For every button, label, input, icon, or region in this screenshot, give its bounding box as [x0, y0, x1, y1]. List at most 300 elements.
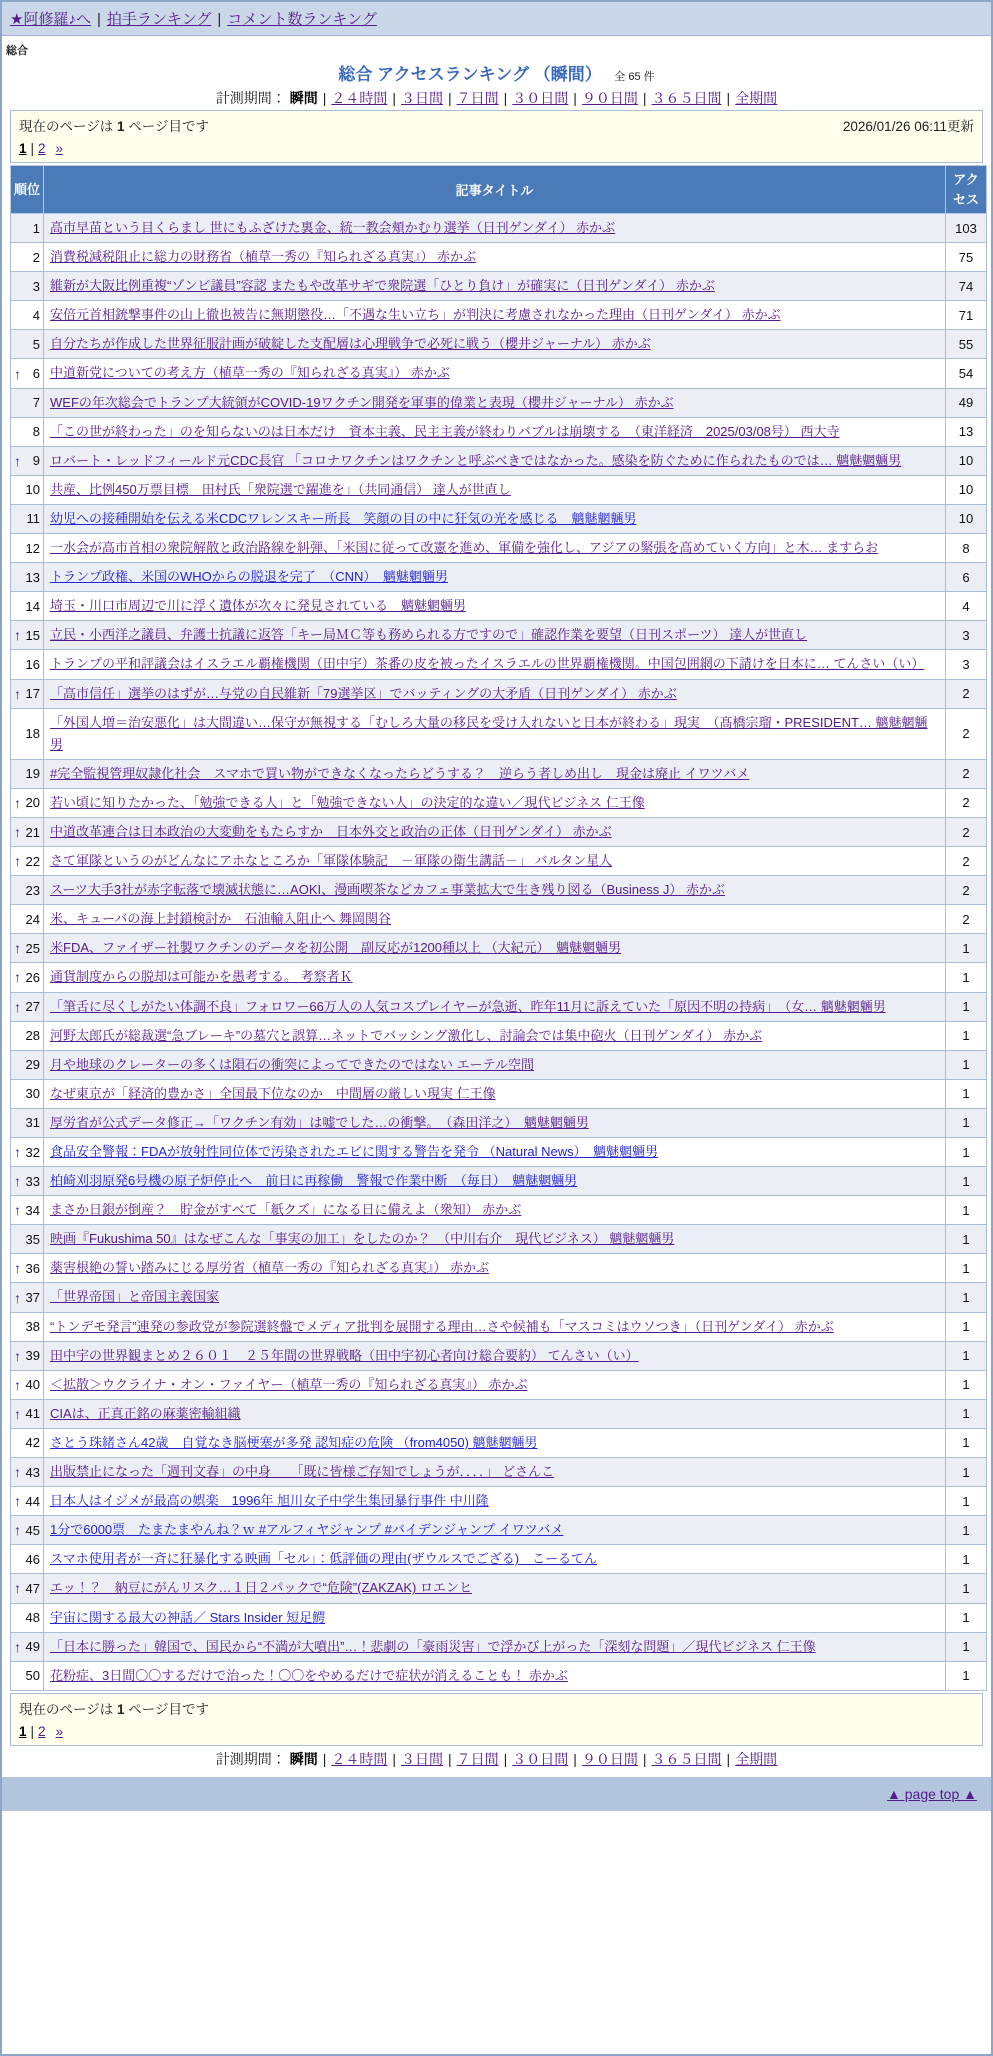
table-row	[11, 504, 987, 533]
table-row	[11, 1167, 987, 1196]
rank-cell	[11, 301, 44, 330]
rank-number: 11	[26, 511, 40, 527]
pager-current-page: 1	[19, 1723, 27, 1739]
period-separator: |	[642, 90, 647, 106]
topbar-separator: |	[217, 11, 222, 28]
rank-number: 22	[25, 853, 40, 869]
pagination-box-bottom	[10, 1693, 983, 1746]
period-link-6[interactable]: ３６５日間	[651, 90, 722, 106]
pager-separator: |	[30, 141, 35, 156]
access-count: 1	[946, 992, 987, 1021]
period-link-6[interactable]: ３６５日間	[651, 1750, 722, 1767]
rank-cell	[11, 475, 44, 504]
ranking-table	[10, 165, 987, 1691]
rank-cell	[11, 1138, 44, 1167]
period-link-7[interactable]: 全期間	[735, 1750, 778, 1767]
access-count: 49	[946, 388, 987, 417]
rank-number: 49	[25, 1639, 40, 1655]
rank-cell	[11, 1399, 44, 1428]
table-row	[11, 1225, 987, 1254]
article-link[interactable]: 若い頃に知りたかった、「勉強できる人」と「勉強できない人」の決定的な違い／現代ビジネス 仁王像	[50, 794, 645, 810]
rank-cell	[11, 934, 44, 963]
access-count: 1	[946, 1603, 987, 1632]
title-cell	[44, 272, 946, 301]
title-cell	[44, 1312, 946, 1341]
topbar-separator: |	[96, 11, 101, 28]
article-link[interactable]: 中道新党についての考え方（植草一秀の『知られざる真実』） 赤かぶ	[50, 365, 450, 381]
table-row	[11, 359, 987, 388]
topbar-link-clap-ranking[interactable]: 拍手ランキング	[106, 11, 212, 28]
access-count: 1	[946, 1079, 987, 1108]
article-link[interactable]: スーツ大手3社が赤字転落で壊滅状態に…AOKI、漫画喫茶などカフェ事業拡大で生き残り図る（Business J） 赤かぶ	[50, 882, 725, 898]
period-current: 瞬間	[289, 1750, 318, 1767]
ranking-table-body	[11, 214, 987, 1691]
period-link-3[interactable]: ７日間	[456, 90, 499, 106]
rank-number: 42	[25, 1435, 40, 1451]
title-cell	[44, 1283, 946, 1312]
rank-cell	[11, 708, 44, 759]
rank-up-icon: ↑	[14, 1638, 21, 1655]
article-link[interactable]: さて軍隊というのがどんなにアホなところか「軍隊体験記 －軍隊の衛生講話－」 バルタン星人	[50, 853, 613, 869]
rank-cell	[11, 417, 44, 446]
title-cell	[44, 905, 946, 934]
rank-number: 17	[25, 686, 40, 702]
period-separator: |	[503, 90, 508, 106]
title-cell	[44, 301, 946, 330]
table-row	[11, 1487, 987, 1516]
pager-separator: |	[30, 1723, 35, 1739]
access-count: 2	[946, 876, 987, 905]
period-separator: |	[322, 90, 327, 106]
access-count: 6	[946, 563, 987, 592]
bottom-bar	[2, 1777, 991, 1811]
table-row	[11, 1661, 987, 1690]
article-link[interactable]: 幼児への接種開始を伝える米CDCワレンスキー所長 笑顔の目の中に狂気の光を感じる 魑魅魍魎男	[50, 510, 637, 526]
article-link[interactable]: WEFの年次総会でトランプ大統領がCOVID-19ワクチン開発を軍事的偉業と表現（櫻井ジャーナル） 赤かぶ	[50, 394, 674, 410]
period-separator: |	[642, 1750, 647, 1767]
title-cell	[44, 243, 946, 272]
rank-cell	[11, 1545, 44, 1574]
article-link[interactable]: 埼玉・川口市周辺で川に浮く遺体が次々に発見されている 魑魅魍魎男	[50, 598, 467, 614]
rank-cell	[11, 1632, 44, 1661]
period-separator: |	[392, 1750, 396, 1767]
article-link[interactable]: 宇宙に関する最大の神話／ Stars Insider 短足鰐	[50, 1609, 326, 1625]
rank-up-icon: ↑	[14, 1522, 21, 1539]
period-separator: |	[726, 90, 731, 106]
table-header-row	[11, 166, 987, 214]
table-row	[11, 214, 987, 243]
rank-cell	[11, 592, 44, 621]
article-link[interactable]: 出版禁止になった「週刊文春」の中身 「既に皆様ご存知でしょうが．．．．」 どさんこ	[50, 1464, 555, 1480]
period-separator: |	[726, 1750, 731, 1767]
rank-cell	[11, 992, 44, 1021]
rank-cell	[11, 1428, 44, 1457]
article-link[interactable]: 維新が大阪比例重複“ゾンビ議員”容認 またもや改革サギで衆院選「ひとり負け」が確実に（日刊ゲンダイ） 赤かぶ	[50, 278, 715, 294]
period-link-2[interactable]: ３日間	[400, 90, 443, 106]
table-row	[11, 1138, 987, 1167]
rank-up-icon: ↑	[14, 824, 21, 841]
title-cell	[44, 1050, 946, 1079]
period-nav-bottom	[2, 1749, 991, 1769]
rank-number: 33	[25, 1173, 40, 1189]
table-row	[11, 1632, 987, 1661]
rank-cell	[11, 1312, 44, 1341]
access-count: 2	[946, 817, 987, 846]
article-link[interactable]: エッ！？ 納豆にがんリスク…１日２パックで“危険”(ZAKZAK) ロエンヒ	[50, 1580, 472, 1596]
title-cell	[44, 1225, 946, 1254]
table-row	[11, 679, 987, 708]
table-row	[11, 1079, 987, 1108]
period-separator: |	[322, 1750, 327, 1767]
article-link[interactable]: 「高市信任」選挙のはずが…与党の自民維新「79選挙区」でバッティングの大矛盾（日刊ゲンダイ） 赤かぶ	[50, 685, 677, 701]
rank-number: 6	[32, 366, 40, 382]
article-link[interactable]: 立民・小西洋之議員、弁護士抗議に返答「キー局ＭＣ等も務められる方ですので」確認作業を要望（日刊スポーツ） 達人が世直し	[50, 627, 808, 643]
title-cell	[44, 359, 946, 388]
table-row	[11, 1341, 987, 1370]
article-link[interactable]: 「世界帝国」と帝国主義国家	[50, 1289, 220, 1305]
table-row	[11, 1574, 987, 1603]
access-count: 2	[946, 708, 987, 759]
period-current: 瞬間	[289, 90, 318, 106]
rank-up-icon: ↑	[14, 1347, 21, 1364]
article-link[interactable]: 月や地球のクレーターの多くは隕石の衝突によってできたのではない エーテル空間	[50, 1056, 534, 1072]
table-row	[11, 1399, 987, 1428]
table-row	[11, 1283, 987, 1312]
pager-bottom	[19, 1724, 974, 1739]
table-row	[11, 650, 987, 679]
rank-number: 38	[25, 1319, 40, 1335]
article-link[interactable]: 厚労省が公式データ修正→「ワクチン有効」は嘘でした…の衝撃。 （森田洋之） 魑魅魍魎男	[50, 1114, 589, 1130]
table-row	[11, 992, 987, 1021]
title-cell	[44, 1021, 946, 1050]
rank-number: 46	[25, 1551, 40, 1567]
rank-cell	[11, 534, 44, 563]
table-row	[11, 417, 987, 446]
article-link[interactable]: 消費税減税阻止に総力の財務省（植草一秀の『知られざる真実』） 赤かぶ	[50, 249, 477, 265]
rank-cell	[11, 388, 44, 417]
article-link[interactable]: なぜ東京が「経済的豊かさ」全国最下位なのか 中間層の厳しい現実 仁王像	[50, 1085, 496, 1101]
title-cell	[44, 1370, 946, 1399]
rank-cell	[11, 1050, 44, 1079]
access-count: 1	[946, 1254, 987, 1283]
article-link[interactable]: 高市早苗という目くらまし 世にもふざけた裏金、統一教会頬かむり選挙（日刊ゲンダイ） 赤かぶ	[50, 220, 616, 235]
article-link[interactable]: さとう珠緒さん42歳 自覚なき脳梗塞が多発 認知症の危険 （from4050) 魑魅魍魎男	[50, 1434, 538, 1450]
access-count: 1	[946, 1050, 987, 1079]
rank-up-icon: ↑	[14, 1493, 21, 1510]
rank-number: 15	[25, 627, 40, 643]
topbar-link-comment-ranking[interactable]: コメント数ランキング	[227, 11, 377, 28]
rank-number: 31	[25, 1115, 40, 1131]
article-link[interactable]: 共産、比例450万票目標 田村氏「衆院選で躍進を」（共同通信） 達人が世直し	[50, 481, 511, 497]
rank-number: 10	[25, 482, 40, 498]
title-cell	[44, 1167, 946, 1196]
access-count: 1	[946, 1283, 987, 1312]
page-status: 現在のページは 1 ページ目です	[19, 1701, 209, 1717]
rank-cell	[11, 679, 44, 708]
page-top-link[interactable]: ▲ page top ▲	[887, 1785, 977, 1802]
access-count: 1	[946, 1458, 987, 1487]
rank-up-icon: ↑	[14, 969, 21, 986]
rank-cell	[11, 1370, 44, 1399]
rank-up-icon: ↑	[14, 853, 21, 870]
title-cell	[44, 1487, 946, 1516]
access-count: 1	[946, 1021, 987, 1050]
article-link[interactable]: 中道改革連合は日本政治の大変動をもたらすか 日本外交と政治の正体（日刊ゲンダイ） 赤かぶ	[50, 823, 612, 839]
updated-timestamp: 2026/01/26 06:11更新	[842, 119, 974, 134]
article-link[interactable]: 自分たちが作成した世界征服計画が破綻した支配層は心理戦争で必死に戦う（櫻井ジャーナル） 赤かぶ	[50, 336, 651, 352]
article-link[interactable]: 米FDA、ファイザー社製ワクチンのデータを初公開 副反応が1200種以上 （大紀元） 魑魅魍魎男	[50, 940, 622, 956]
period-link-1[interactable]: ２４時間	[331, 90, 388, 106]
title-cell	[44, 1632, 946, 1661]
period-link-2[interactable]: ３日間	[400, 1750, 443, 1767]
rank-up-icon: ↑	[14, 627, 21, 644]
period-link-3[interactable]: ７日間	[456, 1750, 499, 1767]
article-link[interactable]: CIAは、正真正銘の麻薬密輸組織	[50, 1405, 241, 1421]
table-row	[11, 708, 987, 759]
rank-number: 19	[25, 766, 40, 782]
rank-cell	[11, 1487, 44, 1516]
period-link-7[interactable]: 全期間	[735, 90, 778, 106]
period-link-1[interactable]: ２４時間	[331, 1750, 388, 1767]
article-link[interactable]: #完全監視管理奴隷化社会 スマホで買い物ができなくなったらどうする？ 逆らう者しめ出し 現金は廃止 イワツバメ	[50, 765, 750, 781]
period-link-4[interactable]: ３０日間	[512, 90, 569, 106]
title-cell	[44, 934, 946, 963]
rank-number: 26	[25, 969, 40, 985]
table-row	[11, 243, 987, 272]
table-row	[11, 905, 987, 934]
article-link[interactable]: 1分で6000票 たまたまやんね？ｗ #アルフィヤジャンプ #バイデンジャンプ イワツバメ	[50, 1522, 564, 1538]
rank-cell	[11, 963, 44, 992]
title-cell	[44, 759, 946, 788]
title-cell	[44, 847, 946, 876]
rank-number: 36	[25, 1260, 40, 1276]
article-link[interactable]: 安倍元首相銃撃事件の山上徹也被告に無期懲役…「不遇な生い立ち」が判決に考慮されなかった理由（日刊ゲンダイ） 赤かぶ	[50, 307, 781, 323]
period-link-5[interactable]: ９０日間	[581, 90, 638, 106]
article-link[interactable]: 薬害根絶の誓い踏みにじる厚労省（植草一秀の『知られざる真実』） 赤かぶ	[50, 1260, 490, 1276]
article-link[interactable]: 米、キューバの海上封鎖検討か 石油輸入阻止へ 舞岡関谷	[50, 911, 391, 927]
rank-cell	[11, 563, 44, 592]
rank-number: 34	[25, 1202, 40, 1218]
access-count: 2	[946, 788, 987, 817]
title-cell	[44, 679, 946, 708]
access-count: 55	[946, 330, 987, 359]
topbar-link-asyura-home[interactable]: ★阿修羅♪へ	[10, 11, 91, 28]
access-count: 71	[946, 301, 987, 330]
rank-number: 23	[25, 882, 40, 898]
column-header-rank: 順位	[11, 166, 44, 214]
table-row	[11, 876, 987, 905]
rank-cell	[11, 1254, 44, 1283]
article-link[interactable]: 柏崎刈羽原発6号機の原子炉停止へ 前日に再稼働 警報で作業中断 （毎日） 魑魅魍魎男	[50, 1173, 578, 1189]
access-count: 4	[946, 592, 987, 621]
access-count: 10	[946, 475, 987, 504]
rank-number: 50	[25, 1668, 40, 1684]
article-link[interactable]: スマホ使用者が一斉に狂暴化する映画「セル」：低評価の理由(ザウルスでござる) こーるてん	[50, 1551, 597, 1567]
table-row	[11, 847, 987, 876]
rank-cell	[11, 817, 44, 846]
title-cell	[44, 1458, 946, 1487]
pager-page-link[interactable]: 2	[38, 1723, 46, 1739]
rank-number: 18	[25, 726, 40, 742]
rank-cell	[11, 243, 44, 272]
rank-number: 24	[25, 911, 40, 927]
rank-number: 37	[25, 1290, 40, 1306]
article-link[interactable]: まさか日銀が倒産？ 貯金がすべて「紙クズ」になる日に備えよ（衆知） 赤かぶ	[50, 1202, 522, 1218]
table-row	[11, 388, 987, 417]
table-row	[11, 446, 987, 475]
article-link[interactable]: 一水会が高市首相の衆院解散と政治路線を糾弾、「米国に従って改憲を進め、軍備を強化し、アジアの緊張を高めていく方向」と木… ますらお	[50, 540, 879, 556]
rank-cell	[11, 1458, 44, 1487]
rank-number: 21	[25, 824, 40, 840]
article-link[interactable]: “トンデモ発言”連発の参政党が参院選終盤でメディア批判を展開する理由…さや候補も「マスコミはウソつき」（日刊ゲンダイ） 赤かぶ	[50, 1318, 834, 1334]
page-status: 現在のページは 1 ページ目です	[19, 119, 209, 134]
title-cell	[44, 1254, 946, 1283]
table-row	[11, 759, 987, 788]
rank-cell	[11, 1661, 44, 1690]
table-row	[11, 563, 987, 592]
rank-number: 27	[25, 999, 40, 1015]
rank-number: 5	[32, 336, 40, 352]
pager-page-link[interactable]: 2	[38, 141, 46, 156]
title-cell	[44, 650, 946, 679]
article-link[interactable]: 「日本に勝った」韓国で、国民から“不満が大噴出”…！悲劇の「豪雨災害」で浮かび上がった「深刻な問題」／現代ビジネス 仁王像	[50, 1638, 816, 1654]
rank-cell	[11, 759, 44, 788]
rank-cell	[11, 1225, 44, 1254]
table-row	[11, 1370, 987, 1399]
rank-number: 4	[32, 307, 40, 323]
article-link[interactable]: トランプの平和評議会はイスラエル覇権機関（田中宇）茶番の皮を被ったイスラエルの世界覇権機関。中国包囲網の下請けを日本に… てんさい（い）	[50, 656, 925, 672]
article-link[interactable]: 河野太郎氏が総裁選“急ブレーキ”の墓穴と誤算…ネットでバッシング激化し、討論会では集中砲火（日刊ゲンダイ） 赤かぶ	[50, 1027, 763, 1043]
rank-number: 7	[32, 395, 40, 411]
rank-number: 45	[25, 1522, 40, 1538]
rank-up-icon: ↑	[14, 452, 21, 469]
page-title: 総合 アクセスランキング （瞬間）	[338, 65, 602, 84]
rank-up-icon: ↑	[14, 1376, 21, 1393]
rank-cell	[11, 1603, 44, 1632]
article-link[interactable]: ロバート・レッドフィールド元CDC長官 「コロナワクチンはワクチンと呼ぶべきではなかった。感染を防ぐために作られたものでは… 魑魅魍魎男	[50, 452, 902, 468]
rank-up-icon: ↑	[14, 1144, 21, 1161]
access-count: 1	[946, 1399, 987, 1428]
rank-number: 32	[25, 1144, 40, 1160]
rank-cell	[11, 1574, 44, 1603]
pagination-box-top	[10, 110, 983, 163]
title-cell	[44, 621, 946, 650]
column-header-access: アクセス	[946, 166, 987, 214]
table-row	[11, 1108, 987, 1137]
rank-cell	[11, 847, 44, 876]
table-row	[11, 1545, 987, 1574]
access-count: 13	[946, 417, 987, 446]
title-cell	[44, 214, 946, 243]
article-link[interactable]: 「筆舌に尽くしがたい体調不良」フォロワー66万人の人気コスプレイヤーが急逝、昨年11月に訴えていた「原因不明の持病」 （女… 魑魅魍魎男	[50, 998, 886, 1014]
rank-number: 13	[25, 569, 40, 585]
rank-cell	[11, 1108, 44, 1137]
pager-current-page: 1	[19, 141, 27, 156]
rank-number: 12	[25, 540, 40, 556]
title-cell	[44, 534, 946, 563]
period-link-4[interactable]: ３０日間	[512, 1750, 569, 1767]
access-count: 103	[946, 214, 987, 243]
table-row	[11, 1603, 987, 1632]
pager-next-link[interactable]: »	[55, 141, 64, 156]
title-cell	[44, 563, 946, 592]
rank-number: 2	[32, 249, 40, 265]
access-count: 2	[946, 905, 987, 934]
rank-number: 25	[25, 940, 40, 956]
article-link[interactable]: 食品安全警報：FDAが放射性同位体で汚染されたエビに関する警告を発令 （Natural News） 魑魅魍魎男	[50, 1144, 659, 1159]
rank-cell	[11, 905, 44, 934]
article-link[interactable]: 映画『Fukushima 50』はなぜこんな「事実の加工」をしたのか？ （中川右介 現代ビジネス） 魑魅魍魎男	[50, 1231, 675, 1247]
rank-up-icon: ↑	[14, 685, 21, 702]
article-link[interactable]: トランプ政権、米国のWHOからの脱退を完了 （CNN） 魑魅魍魎男	[50, 569, 448, 585]
table-row	[11, 1021, 987, 1050]
table-row	[11, 621, 987, 650]
rank-cell	[11, 650, 44, 679]
title-cell	[44, 504, 946, 533]
access-count: 8	[946, 534, 987, 563]
table-row	[11, 963, 987, 992]
pager-next-link[interactable]: »	[55, 1723, 64, 1739]
table-row	[11, 272, 987, 301]
table-row	[11, 1254, 987, 1283]
title-cell	[44, 788, 946, 817]
title-cell	[44, 417, 946, 446]
access-count: 10	[946, 446, 987, 475]
access-count: 1	[946, 1487, 987, 1516]
access-count: 1	[946, 1516, 987, 1545]
access-count: 1	[946, 1341, 987, 1370]
article-link[interactable]: 「この世が終わった」のを知らないのは日本だけ 資本主義、民主主義が終わりバブルは崩壊する （東洋経済 2025/03/08号） 西大寺	[50, 423, 840, 439]
title-cell	[44, 817, 946, 846]
pager-top	[19, 141, 974, 156]
article-link[interactable]: 花粉症、3日間〇〇するだけで治った！〇〇をやめるだけで症状が消えることも！ 赤かぶ	[50, 1667, 568, 1683]
rank-up-icon: ↑	[14, 1464, 21, 1481]
article-link[interactable]: 日本人はイジメが最高の娯楽 1996年 旭川女子中学生集団暴行事件 中川隆	[50, 1493, 489, 1509]
access-count: 3	[946, 650, 987, 679]
title-cell	[44, 1661, 946, 1690]
period-separator: |	[573, 90, 577, 106]
rank-cell	[11, 359, 44, 388]
access-count: 1	[946, 1370, 987, 1399]
rank-number: 14	[25, 598, 40, 614]
title-cell	[44, 1108, 946, 1137]
access-count: 3	[946, 621, 987, 650]
period-separator: |	[447, 1750, 452, 1767]
rank-number: 16	[25, 656, 40, 672]
rank-number: 3	[32, 278, 40, 294]
period-link-5[interactable]: ９０日間	[581, 1750, 638, 1767]
article-link[interactable]: 田中宇の世界観まとめ２６０１ ２５年間の世界戦略（田中宇初心者向け総合要約） てんさい（い）	[50, 1347, 639, 1363]
title-cell	[44, 330, 946, 359]
rank-cell	[11, 1341, 44, 1370]
period-separator: |	[503, 1750, 508, 1767]
table-row	[11, 301, 987, 330]
rank-up-icon: ↑	[14, 1260, 21, 1277]
article-link[interactable]: 「外国人増＝治安悪化」は大間違い…保守が無視する「むしろ大量の移民を受け入れないと日本が終わる」現実 （髙橋宗瑠・PRESIDENT… 魑魅魍魎男	[50, 714, 928, 752]
title-cell	[44, 1428, 946, 1457]
access-count: 2	[946, 759, 987, 788]
article-link[interactable]: 通貨制度からの脱却は可能かを愚考する。 考察者Ｋ	[50, 969, 353, 985]
rank-up-icon: ↑	[14, 1202, 21, 1219]
access-count: 1	[946, 1661, 987, 1690]
article-link[interactable]: ＜拡散＞ウクライナ・オン・ファイヤー（植草一秀の『知られざる真実』） 赤かぶ	[50, 1376, 528, 1392]
rank-cell	[11, 1283, 44, 1312]
table-row	[11, 934, 987, 963]
rank-number: 40	[25, 1377, 40, 1393]
rank-up-icon: ↑	[14, 365, 21, 382]
access-count: 1	[946, 1574, 987, 1603]
title-cell	[44, 1545, 946, 1574]
